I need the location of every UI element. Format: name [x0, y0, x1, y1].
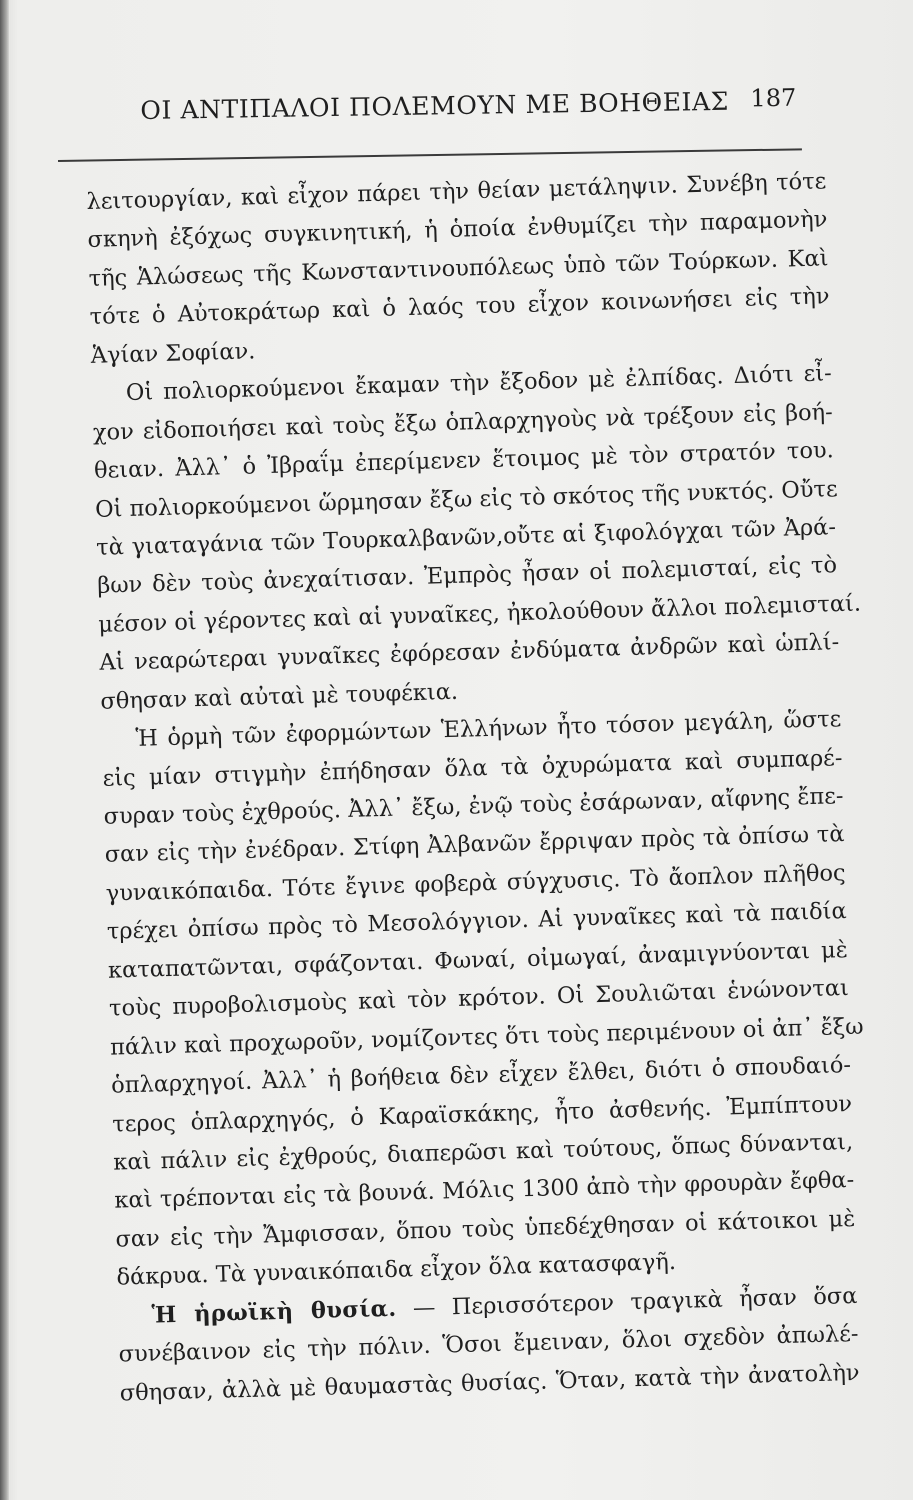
- header-rule: [58, 148, 802, 162]
- page-binding-edge: [0, 0, 9, 1500]
- text-line: εἰς μίαν στιγμὴν ἐπήδησαν ὅλα τὰ ὀχυρώματα καὶ συμπαρέ-: [102, 744, 843, 792]
- text-line: χον εἰδοποιήσει καὶ τοὺς ἔξω ὁπλαρχηγοὺς νὰ τρέξουν εἰς βοή-: [92, 398, 834, 446]
- text-line: δάκρυα. Τὰ γυναικόπαιδα εἶχον ὅλα κατασφαγῆ.: [116, 1249, 677, 1291]
- text-line: τὰ γιαταγάνια τῶν Τουρκαλβανῶν,οὔτε αἱ ξιφολόγχαι τῶν Ἀρά-: [95, 514, 837, 561]
- text-line: μέσον οἱ γέροντες καὶ αἱ γυναῖκες, ἠκολούθουν ἄλλοι πολεμισταί.: [97, 590, 862, 638]
- text-line: τερος ὁπλαρχηγός, ὁ Καραϊσκάκης, ἦτο ἀσθενής. Ἐμπίπτουν: [111, 1090, 853, 1138]
- text-line: σαν εἰς τὴν Ἄμφισσαν, ὅπου τοὺς ὑπεδέχθησαν οἱ κάτοικοι μὲ: [115, 1205, 856, 1253]
- text-line: ὁπλαρχηγοί. Ἀλλ᾽ ἡ βοήθεια δὲν εἶχεν ἔλθει, διότι ὁ σπουδαιό-: [110, 1052, 852, 1099]
- section-first-line-text: — Περισσότερον τραγικὰ ἦσαν ὅσα: [412, 1282, 858, 1321]
- text-line: συραν τοὺς ἐχθρούς. Ἀλλ᾽ ἔξω, ἐνῷ τοὺς ἐσάρωναν, αἴφνης ἔπε-: [103, 783, 844, 830]
- text-line: λειτουργίαν, καὶ εἶχον πάρει τὴν θείαν μετάληψιν. Συνέβη τότε: [86, 168, 827, 215]
- text-line: Ἡ ὁρμὴ τῶν ἐφορμώντων Ἑλλήνων ἦτο τόσον μεγάλη, ὥστε: [135, 706, 842, 752]
- page-number: 187: [750, 83, 797, 113]
- text-line: τρέχει ὀπίσω πρὸς τὸ Μεσολόγγιον. Αἱ γυναῖκες καὶ τὰ παιδία: [106, 898, 847, 946]
- text-line: σθησαν, ἀλλὰ μὲ θαυμαστὰς θυσίας. Ὅταν, κατὰ τὴν ἀνατολὴν: [119, 1359, 860, 1407]
- body-text: [86, 162, 864, 1412]
- text-line: Αἱ νεαρώτεραι γυναῖκες ἐφόρεσαν ἐνδύματα ἀνδρῶν καὶ ὡπλί-: [99, 629, 840, 677]
- text-line: Οἱ πολιορκούμενοι ὥρμησαν ἔξω εἰς τὸ σκότος τῆς νυκτός. Οὔτε: [94, 475, 838, 523]
- text-line: τοὺς πυροβολισμοὺς καὶ τὸν κρότον. Οἱ Σουλιῶται ἑνώνονται: [108, 975, 850, 1022]
- text-line: συνέβαινον εἰς τὴν πόλιν. Ὅσοι ἔμειναν, ὅλοι σχεδὸν ἀπωλέ-: [118, 1321, 859, 1368]
- text-line: Οἱ πολιορκούμενοι ἔκαμαν τὴν ἔξοδον μὲ ἐλπίδας. Διότι εἶ-: [125, 360, 832, 407]
- text-line: Ἁγίαν Σοφίαν.: [90, 338, 256, 369]
- text-line: γυναικόπαιδα. Τότε ἔγινε φοβερὰ σύγχυσις. Τὸ ἄοπλον πλῆθος: [105, 859, 846, 907]
- text-line: βων δὲν τοὺς ἀνεχαίτισαν. Ἐμπρὸς ἦσαν οἱ πολεμισταί, εἰς τὸ: [96, 552, 838, 600]
- text-line: τῆς Ἁλώσεως τῆς Κωνσταντινουπόλεως ὑπὸ τῶν Τούρκων. Καὶ: [88, 245, 829, 292]
- text-line: τότε ὁ Αὐτοκράτωρ καὶ ὁ λαός του εἶχον κοινωνήσει εἰς τὴν: [89, 283, 830, 331]
- text-line: καὶ τρέπονται εἰς τὰ βουνά. Μόλις 1300 ἀπὸ τὴν φρουρὰν ἔφθα-: [114, 1167, 855, 1214]
- text-line: καταπατῶνται, σφάζονται. Φωναί, οἰμωγαί, ἀναμιγνύονται μὲ: [107, 936, 849, 984]
- running-title: ΟΙ ΑΝΤΙΠΑΛΟΙ ΠΟΛΕΜΟΥΝ ΜΕ ΒΟΗΘΕΙΑΣ: [140, 86, 730, 125]
- page-header: [140, 77, 813, 138]
- text-line: σκηνὴ ἐξόχως συγκινητική, ἡ ὁποία ἐνθυμίζει τὴν παραμονὴν: [87, 206, 828, 254]
- text-line: σθησαν καὶ αὐταὶ μὲ τουφέκια.: [100, 678, 459, 715]
- text-line: θειαν. Ἀλλ᾽ ὁ Ἰβραΐμ ἐπερίμενεν ἕτοιμος μὲ τὸν στρατόν του.: [93, 437, 835, 484]
- text-line: πάλιν καὶ προχωροῦν, νομίζοντες ὅτι τοὺς περιμένουν οἱ ἀπ᾽ ἔξω: [109, 1013, 864, 1061]
- text-line: σαν εἰς τὴν ἐνέδραν. Στίφη Ἀλβανῶν ἔρριψαν πρὸς τὰ ὀπίσω τὰ: [104, 821, 845, 869]
- text-line: καὶ πάλιν εἰς ἐχθρούς, διαπερῶσι καὶ τούτους, ὅπως δύνανται,: [112, 1128, 854, 1176]
- section-heading: Ἡ ἡρωϊκὴ θυσία.: [151, 1295, 397, 1329]
